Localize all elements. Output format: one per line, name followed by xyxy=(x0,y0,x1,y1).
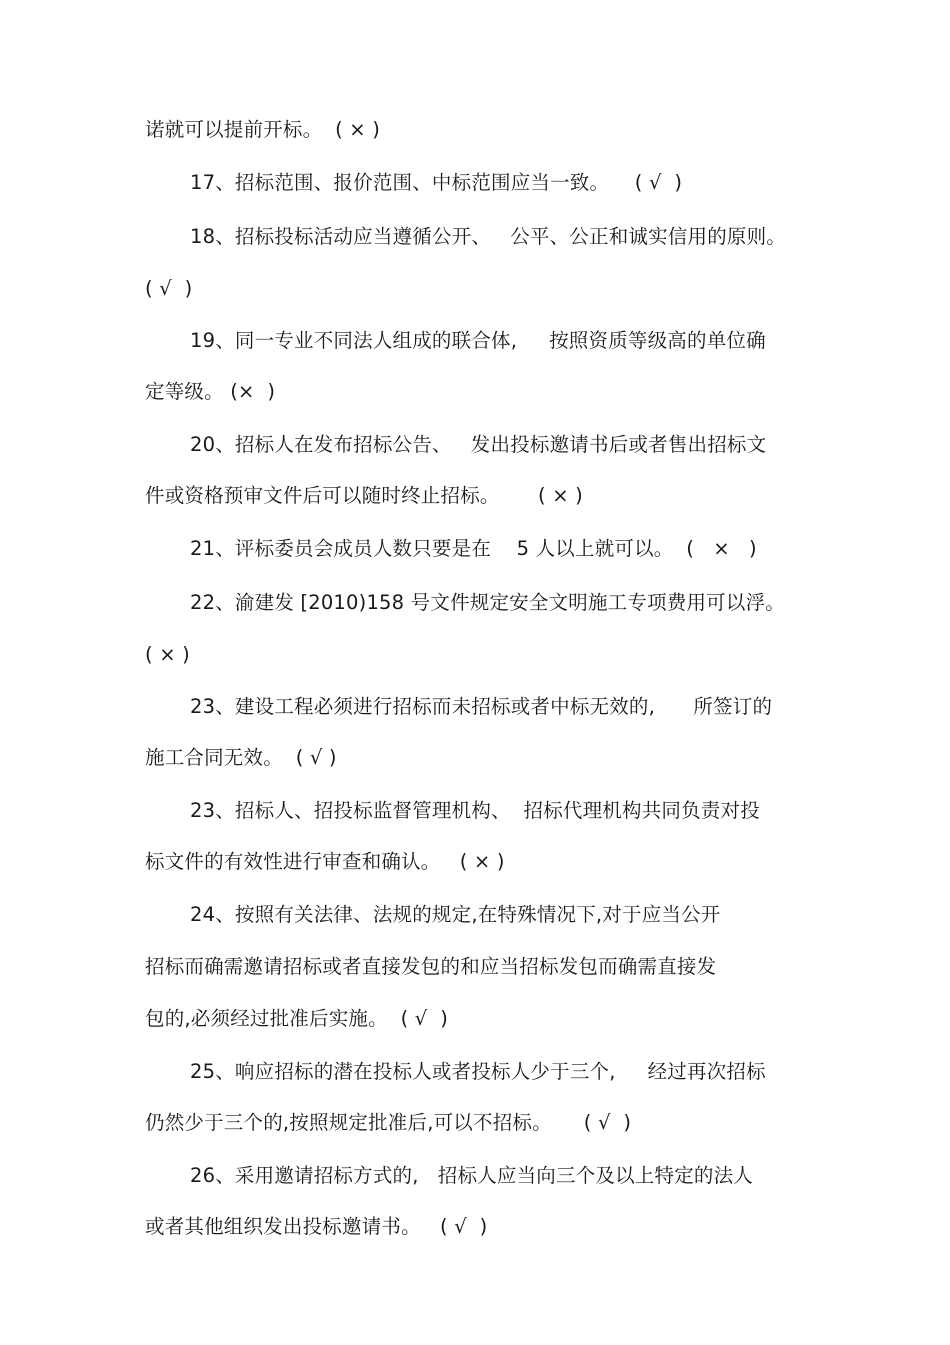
text-line: 20、招标人在发布招标公告、 发出投标邀请书后或者售出招标文 xyxy=(190,433,767,456)
text-line: 施工合同无效。 ( √ ) xyxy=(145,746,337,769)
text-line: 诺就可以提前开标。 ( × ) xyxy=(145,118,381,141)
text-line: 定等级。 (× ) xyxy=(145,380,276,403)
text-line: 件或资格预审文件后可以随时终止招标。 ( × ) xyxy=(145,484,583,507)
text-line: 25、响应招标的潜在投标人或者投标人少于三个, 经过再次招标 xyxy=(190,1060,766,1083)
text-line: 23、建设工程必须进行招标而未招标或者中标无效的, 所签订的 xyxy=(190,695,773,718)
text-line: 23、招标人、招投标监督管理机构、 招标代理机构共同负责对投 xyxy=(190,799,760,822)
text-line: 17、招标范围、报价范围、中标范围应当一致。 ( √ ) xyxy=(190,171,683,194)
text-line: ( × ) xyxy=(145,643,190,666)
text-line: 包的,必须经过批准后实施。 ( √ ) xyxy=(145,1007,449,1030)
text-line: ( √ ) xyxy=(145,277,193,300)
text-line: 招标而确需邀请招标或者直接发包的和应当招标发包而确需直接发 xyxy=(145,955,717,978)
text-line: 19、同一专业不同法人组成的联合体, 按照资质等级高的单位确 xyxy=(190,329,766,352)
text-line: 21、评标委员会成员人数只要是在 5 人以上就可以。 ( × ) xyxy=(190,537,757,560)
text-line: 26、采用邀请招标方式的, 招标人应当向三个及以上特定的法人 xyxy=(190,1164,754,1187)
text-line: 或者其他组织发出投标邀请书。 ( √ ) xyxy=(145,1215,488,1238)
text-line: 18、招标投标活动应当遵循公开、 公平、公正和诚实信用的原则。 xyxy=(190,225,787,248)
text-line: 仍然少于三个的,按照规定批准后,可以不招标。 ( √ ) xyxy=(145,1111,632,1134)
text-line: 24、按照有关法律、法规的规定,在特殊情况下,对于应当公开 xyxy=(190,903,721,926)
text-line: 22、渝建发 [2010)158 号文件规定安全文明施工专项费用可以浮。 xyxy=(190,591,785,614)
text-line: 标文件的有效性进行审查和确认。 ( × ) xyxy=(145,850,505,873)
